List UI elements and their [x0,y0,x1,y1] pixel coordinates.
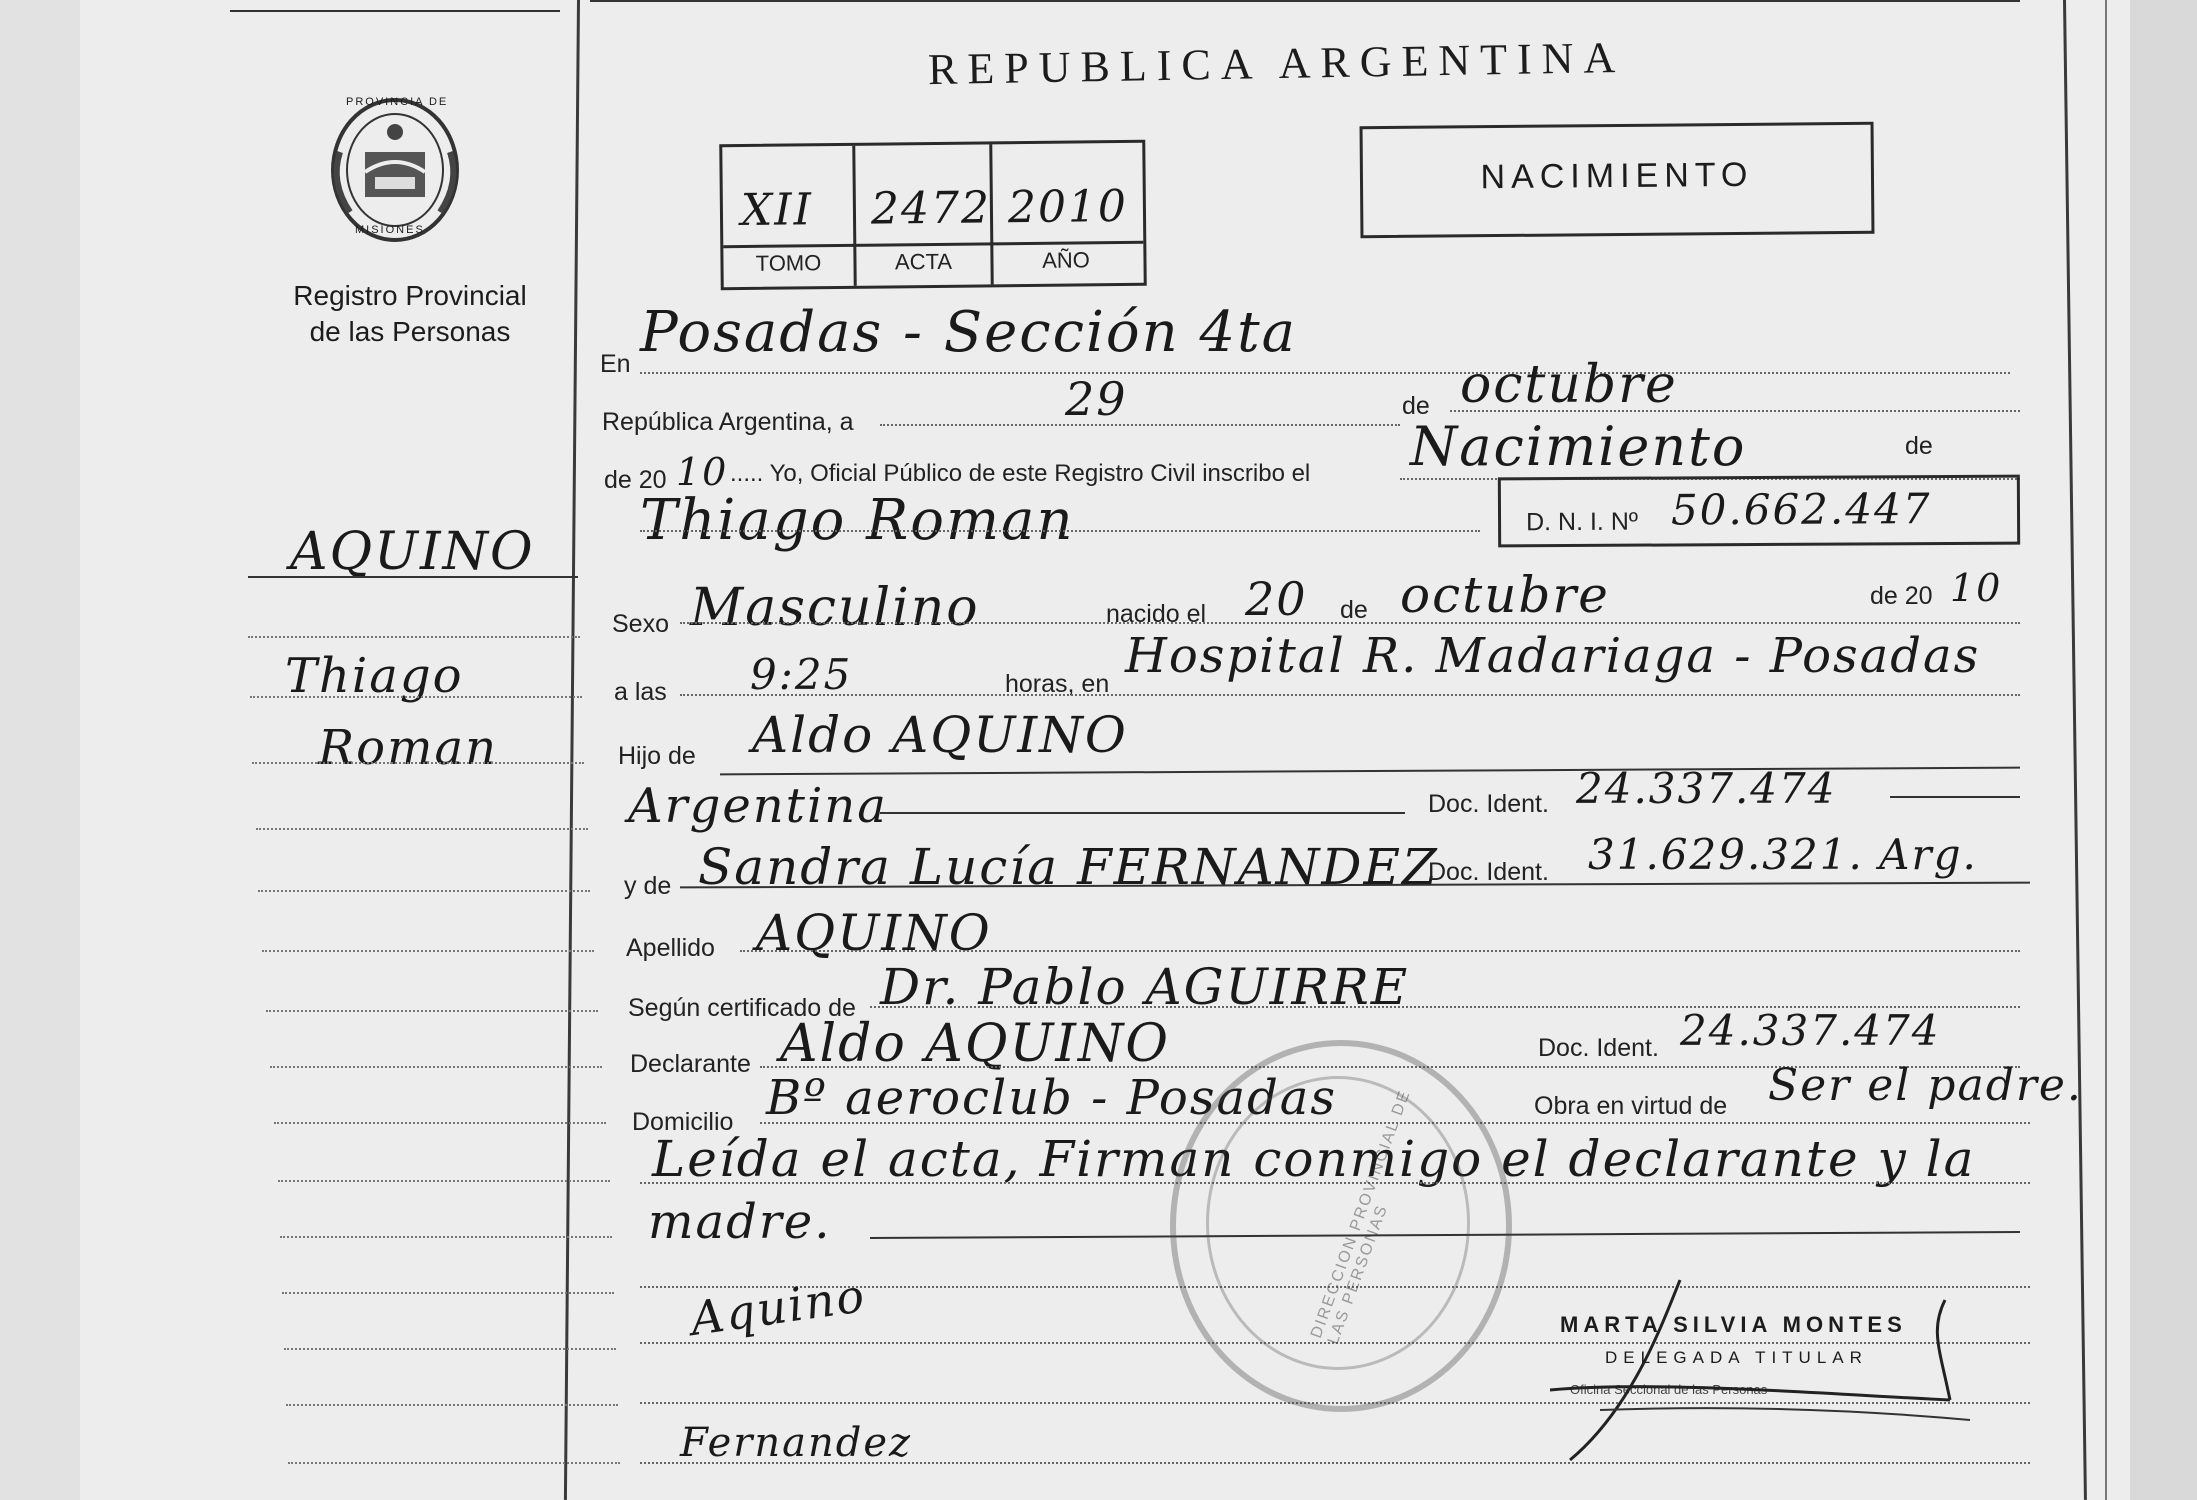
right-border [2063,0,2087,1500]
margin-line [256,828,588,830]
en-label: En [600,350,631,378]
row-line [680,622,2020,624]
dni-box [1498,475,2020,548]
registry-name-line2: de las Personas [309,316,511,347]
row-line [680,694,2020,696]
country-title: REPUBLICA ARGENTINA [927,32,1626,95]
row-line [880,812,1405,814]
father-doc-label: Doc. Ident. [1428,790,1549,818]
year-suffix-value: 10 [676,450,729,494]
de20-label-2: de 20 [1870,582,1933,610]
margin-line [270,1066,602,1068]
alas-label: a las [614,678,667,706]
child-name: Thiago Roman [640,488,1075,553]
margin-divider [564,0,580,1500]
nacido-label: nacido el [1106,600,1207,628]
row-line [1890,796,2020,798]
tomo-label: TOMO [755,250,822,276]
record-type-label: NACIMIENTO [1480,155,1754,197]
domicilio-label: Domicilio [632,1108,734,1136]
mother-signature: Fernandez [680,1420,913,1466]
stamp-text: DIRECCION PROVINCIAL DE LAS PERSONAS [1307,1087,1414,1347]
margin-line [278,1180,610,1182]
mother-doc-label: Doc. Ident. [1428,858,1549,886]
official-subtitle: Oficina Seccional de las Personas [1570,1382,1768,1397]
dni-label: D. N. I. Nº [1525,507,1639,537]
row-line [1450,410,2020,412]
de-label: de [1402,392,1430,420]
birth-time-value: 9:25 [750,650,853,699]
dni-value: 50.662.447 [1670,484,1932,535]
domicilio-value: Bº aeroclub - Posadas [766,1070,1338,1126]
top-rule-right [590,0,2020,2]
seal-top-text: PROVINCIA DE [346,96,449,108]
inscribo-value: Nacimiento [1410,415,1747,478]
mother-doc-value: 31.629.321. Arg. [1588,830,1978,879]
row-line [640,530,1480,532]
margin-given-line2: Roman [318,720,499,776]
republica-label: República Argentina, a [602,408,854,436]
father-doc-value: 24.337.474 [1576,764,1837,813]
margin-surname-underline [248,576,578,578]
horas-label: horas, en [1005,670,1110,698]
birth-year-suffix: 10 [1950,566,2003,610]
mother-name: Sandra Lucía FERNANDEZ [698,838,1439,896]
yo-label: ..... Yo, Oficial Público de este Registro Civil inscribo el [730,460,1311,487]
acta-label: ACTA [894,248,953,275]
declarante-doc-value: 24.337.474 [1680,1006,1941,1055]
anio-value: 2010 [1007,180,1129,234]
declarante-value: Aldo AQUINO [780,1014,1170,1074]
official-signature-scrawl [1540,1270,1980,1470]
margin-line [248,636,580,638]
father-name: Aldo AQUINO [752,706,1128,764]
row-line [640,372,2010,374]
declarante-signature: Aquino [687,1267,870,1347]
hijo-label: Hijo de [618,742,696,770]
record-type-box [1360,122,1875,238]
birth-place-value: Hospital R. Madariaga - Posadas [1125,628,1981,684]
registry-name [270,278,550,350]
sexo-label: Sexo [612,610,669,638]
seal-bottom-text: MISIONES [355,224,425,236]
margin-line [288,1462,620,1464]
margin-line [284,1348,616,1350]
row-line [740,950,2020,952]
yde-label: y de [624,872,672,900]
margin-line [250,696,582,698]
margin-given-line1: Thiago [285,648,464,704]
anio-label: AÑO [1042,247,1090,273]
margin-line [266,1010,598,1012]
margin-line [280,1236,612,1238]
official-name: MARTA SILVIA MONTES [1560,1312,1907,1337]
declarante-doc-label: Doc. Ident. [1538,1034,1659,1062]
de-label-2: de [1905,432,1933,460]
top-rule-left [230,10,560,12]
father-nationality: Argentina [628,778,888,834]
right-page-edge [2105,0,2107,1500]
birth-day-value: 20 [1245,572,1308,626]
de20-label: de 20 [604,466,667,494]
place-value: Posadas - Sección 4ta [640,300,1297,365]
tomo-value: XII [740,184,814,237]
segun-label: Según certificado de [628,994,856,1022]
acta-value: 2472 [870,182,992,235]
apellido-value: AQUINO [756,904,992,962]
birth-month-value: octubre [1400,566,1610,624]
obra-value: Ser el padre. [1768,1060,2083,1111]
official-stamp [1170,1040,1512,1412]
certificado-value: Dr. Pablo AGUIRRE [880,958,1410,1016]
month-value: octubre [1460,355,1678,415]
obra-label: Obra en virtud de [1534,1092,1728,1120]
notes-line2: madre. [648,1194,832,1250]
registry-name-line1: Registro Provincial [293,280,527,311]
apellido-label: Apellido [626,934,715,962]
margin-surname: AQUINO [290,522,535,582]
margin-line [258,890,590,892]
book-reference-table [719,140,1147,290]
sexo-value: Masculino [690,578,980,638]
margin-line [274,1122,606,1124]
margin-line [262,950,594,952]
declarante-label: Declarante [630,1050,751,1078]
page-shadow [0,0,80,1500]
notes-line1: Leída el acta, Firman conmigo el declarante y la [652,1130,1976,1188]
day-value: 29 [1065,372,1128,426]
margin-line [286,1404,618,1406]
margin-line [282,1292,614,1294]
margin-line [252,762,584,764]
de-label-3: de [1340,596,1368,624]
official-title: DELEGADA TITULAR [1605,1348,1868,1367]
row-line [880,424,1400,426]
